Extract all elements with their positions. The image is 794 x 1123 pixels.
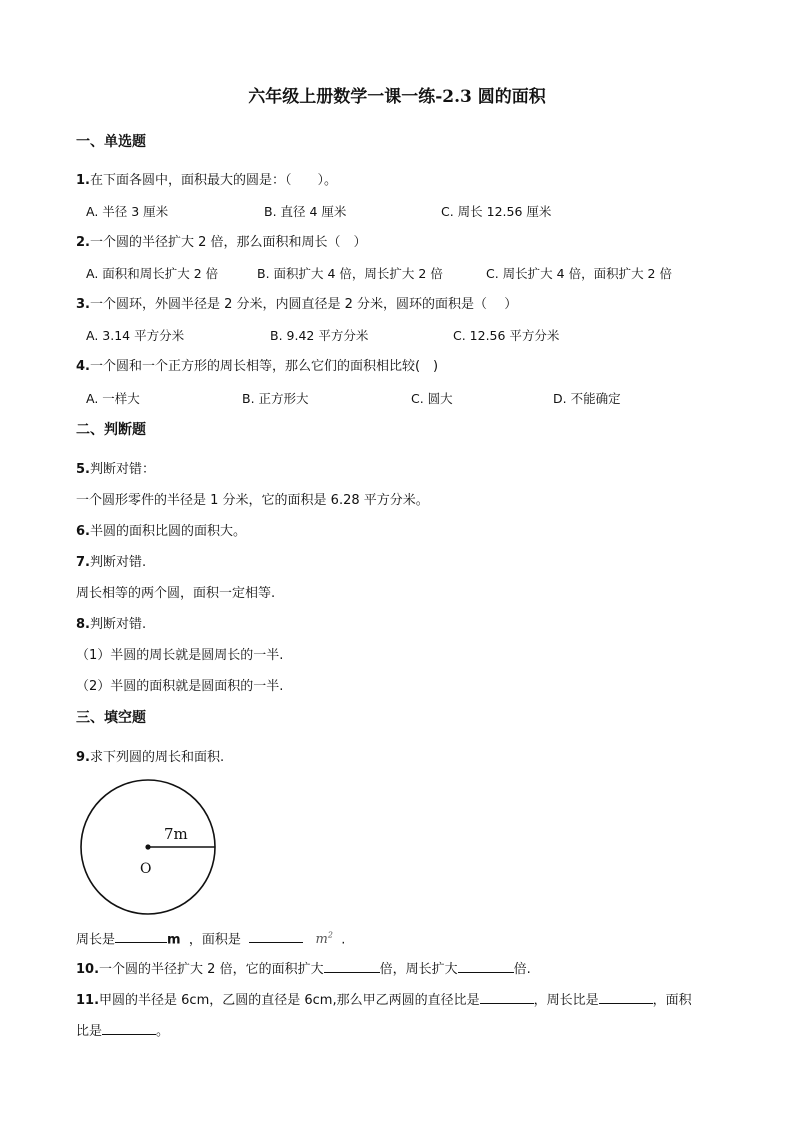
question-text-b: ，周长比是 [533, 993, 599, 1008]
answer-blank-area-ratio[interactable] [102, 1020, 156, 1035]
radius-label: 7m [164, 825, 188, 843]
option-a: A. 3.14 平方分米 [86, 328, 185, 343]
question-text-a: 一个圆的半径扩大 2 倍，它的面积扩大 [99, 962, 324, 977]
question-text: 判断对错： [89, 462, 155, 477]
question-number: 3. [76, 297, 90, 312]
question-text: 半圆的面积比圆的面积大。 [89, 524, 246, 539]
question-8-statement-2: （2）半圆的面积就是圆面积的一半. [76, 679, 284, 694]
question-text: 在下面各圆中，面积最大的圆是：（ ）。 [89, 173, 337, 188]
option-c: C. 周长 12.56 厘米 [441, 204, 552, 219]
section-heading-single-choice: 一、单选题 [76, 134, 146, 150]
option-b: B. 正方形大 [242, 391, 309, 406]
question-text-a: 甲圆的半径是 6cm，乙圆的直径是 6cm,那么甲乙两圆的直径比是 [99, 993, 480, 1008]
answer-blank-area[interactable] [249, 928, 303, 943]
option-c: C. 周长扩大 4 倍，面积扩大 2 倍 [486, 266, 672, 281]
circle-figure [76, 776, 226, 921]
option-c: C. 12.56 平方分米 [453, 328, 560, 343]
question-7 [76, 554, 146, 572]
question-1 [76, 172, 337, 190]
option-a: A. 一样大 [86, 391, 140, 406]
question-number: 4. [76, 359, 90, 374]
question-11-continued [76, 1020, 169, 1041]
question-number: 6. [76, 524, 90, 539]
unit-base: m [315, 932, 328, 948]
option-a: A. 面积和周长扩大 2 倍 [86, 266, 219, 281]
answer-blank-diameter-ratio[interactable] [480, 989, 534, 1004]
question-number: 5. [76, 462, 90, 477]
question-10 [76, 958, 531, 979]
question-number: 7. [76, 555, 90, 570]
question-4 [76, 358, 438, 376]
answer-label-circumference: 周长是 [76, 932, 116, 948]
question-text-d: 比是 [76, 1024, 103, 1039]
answer-blank-circumference-ratio[interactable] [599, 989, 653, 1004]
question-text-c: 倍. [513, 962, 531, 977]
option-b: B. 直径 4 厘米 [264, 204, 347, 219]
question-text: 判断对错. [89, 555, 147, 570]
question-9-answer [76, 927, 345, 949]
answer-end: . [341, 932, 346, 948]
question-number: 10. [76, 962, 100, 977]
answer-blank-area-ratio[interactable] [324, 958, 380, 973]
question-5 [76, 461, 155, 479]
question-text: 一个圆和一个正方形的周长相等，那么它们的面积相比较( ) [89, 359, 439, 374]
question-number: 8. [76, 617, 90, 632]
question-7-statement: 周长相等的两个圆，面积一定相等. [76, 586, 276, 601]
question-text: 判断对错. [89, 617, 147, 632]
option-b: B. 面积扩大 4 倍，周长扩大 2 倍 [257, 266, 443, 281]
question-5-statement: 一个圆形零件的半径是 1 分米，它的面积是 6.28 平方分米。 [76, 493, 429, 508]
option-a: A. 半径 3 厘米 [86, 204, 169, 219]
answer-label-area: ，面积是 [188, 932, 241, 948]
question-number: 9. [76, 750, 90, 765]
section-heading-fill-blank: 三、填空题 [76, 710, 146, 726]
answer-blank-circumference[interactable] [115, 928, 167, 943]
question-2 [76, 234, 367, 252]
option-d: D. 不能确定 [553, 391, 621, 406]
answer-blank-circumference-ratio[interactable] [458, 958, 514, 973]
option-c: C. 圆大 [411, 391, 453, 406]
question-number: 1. [76, 173, 90, 188]
question-8 [76, 616, 146, 634]
center-point [145, 844, 150, 849]
page-title: 六年级上册数学一课一练-2.3 圆的面积 [248, 87, 546, 107]
question-number: 2. [76, 235, 90, 250]
question-text-b: 倍，周长扩大 [379, 962, 458, 977]
center-label: O [140, 861, 152, 877]
unit-square-meter [316, 932, 333, 947]
unit-meter: m [167, 932, 181, 948]
question-3 [76, 296, 517, 314]
question-text: 求下列圆的周长和面积. [89, 750, 225, 765]
question-8-statement-1: （1）半圆的周长就是圆周长的一半. [76, 648, 284, 663]
unit-exponent: 2 [327, 931, 333, 940]
question-number: 11. [76, 993, 100, 1008]
option-b: B. 9.42 平方分米 [270, 328, 369, 343]
question-9 [76, 749, 224, 767]
question-6 [76, 523, 246, 541]
question-text-e: 。 [156, 1024, 170, 1039]
section-heading-true-false: 二、判断题 [76, 422, 146, 438]
question-text-c: ，面积 [652, 993, 692, 1008]
question-11 [76, 989, 692, 1010]
question-text: 一个圆环，外圆半径是 2 分米，内圆直径是 2 分米，圆环的面积是（ ） [89, 297, 518, 312]
question-text: 一个圆的半径扩大 2 倍，那么面积和周长（ ） [89, 235, 367, 250]
